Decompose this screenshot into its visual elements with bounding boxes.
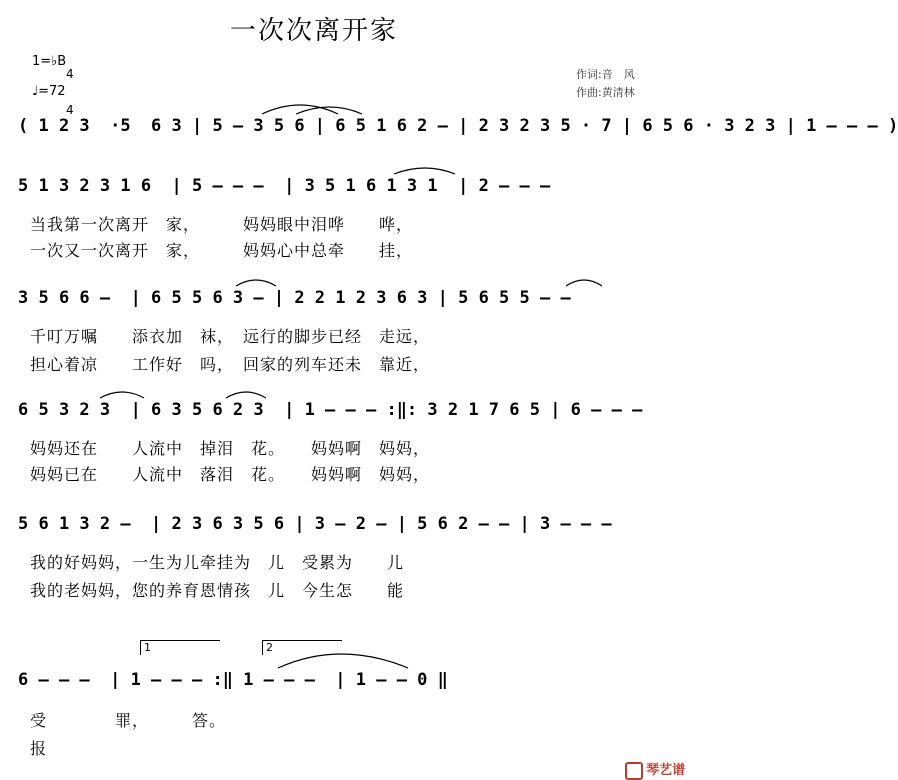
slur-row1 [394, 168, 455, 174]
lyric-row-3-verse-2: 妈妈已在 人流中 落泪 花。 妈妈啊 妈妈， [30, 465, 431, 484]
second-ending-bracket: 2 [262, 640, 342, 655]
lyric-row-1-verse-1: 当我第一次离开 家， 妈妈眼中泪哗 哗， [30, 215, 414, 234]
lyric-row-5-verse-1: 受 罪， 答。 [30, 711, 227, 730]
watermark-text: 琴艺谱 [646, 763, 686, 778]
composer-credit: 作曲:黄清林 [576, 86, 635, 99]
notation-row-intro: ( 1 2 3 ·5 6 3 | 5 – 3 5 6 | 6 5 1 6 2 – | 2 3 2 3 5 · 7 | 6 5 6 · 3 2 3 | 1 – – – ) [18, 116, 898, 136]
notation-row-1: 5 1 3 2 3 1 6 | 5 – – – | 3 5 1 6 1 3 1 | 2 – – – [18, 176, 551, 196]
tempo-marking: ♩=72 [32, 84, 66, 99]
notation-row-2: 3 5 6 6 – | 6 5 5 6 3 – | 2 2 1 2 3 6 3 | 5 6 5 5 – – [18, 288, 571, 308]
first-ending-bracket: 1 [140, 640, 220, 655]
slur-row3-a [100, 392, 144, 398]
lyric-row-5-verse-2: 报 [30, 739, 48, 758]
watermark-logo-icon [625, 762, 643, 780]
notation-row-4: 5 6 1 3 2 – | 2 3 6 3 5 6 | 3 – 2 – | 5 6 2 – – | 3 – – – [18, 514, 612, 534]
lyricist-credit: 作词:音 风 [576, 68, 635, 81]
lyric-row-2-verse-2: 担心着凉 工作好 吗， 回家的列车还未 靠近， [30, 355, 431, 374]
lyric-row-4-verse-1: 我的好妈妈，一生为儿牵挂为 儿 受累为 儿 [30, 553, 405, 572]
time-top: 4 [66, 67, 74, 81]
slur-row3-b [226, 392, 266, 398]
notation-row-5: 6 – – – | 1 – – – :‖ 1 – – – | 1 – – 0 ‖ [18, 670, 448, 690]
time-bottom: 4 [66, 103, 74, 117]
lyric-row-2-verse-1: 千叮万嘱 添衣加 袜， 远行的脚步已经 走远， [30, 327, 431, 346]
lyric-row-4-verse-2: 我的老妈妈，您的养育恩情孩 儿 今生怎 能 [30, 581, 405, 600]
key-signature: 1=♭B [32, 54, 67, 69]
slur-row2-a [236, 280, 276, 286]
song-title: 一次次离开家 [230, 16, 399, 46]
lyric-row-3-verse-1: 妈妈还在 人流中 掉泪 花。 妈妈啊 妈妈， [30, 439, 431, 458]
notation-row-3: 6 5 3 2 3 | 6 3 5 6 2 3 | 1 – – – :‖: 3 2 1 7 6 5 | 6 – – – [18, 400, 643, 420]
slur-row5 [278, 654, 408, 668]
slur-row2-b [566, 280, 602, 286]
site-watermark [616, 744, 685, 780]
lyric-row-1-verse-2: 一次又一次离开 家， 妈妈心中总牵 挂， [30, 241, 414, 260]
